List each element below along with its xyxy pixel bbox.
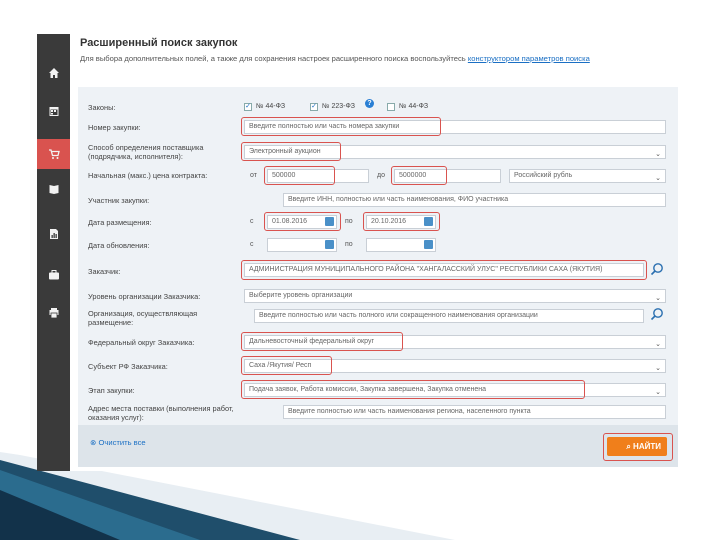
- updated-to-label: по: [345, 241, 353, 248]
- customer-level-label: Уровень организации Заказчика:: [88, 292, 201, 301]
- search-icon[interactable]: [650, 262, 664, 276]
- federal-district-select[interactable]: Дальневосточный федеральный округ ⌄: [244, 335, 666, 349]
- clear-all-button[interactable]: ⊗ Очистить все: [90, 438, 146, 447]
- posted-from-input[interactable]: 01.08.2016: [267, 215, 337, 229]
- law-44-extra-checkbox[interactable]: [387, 103, 395, 111]
- search-icon: ⌕: [626, 442, 634, 451]
- calendar-icon[interactable]: [325, 240, 334, 249]
- chevron-down-icon: ⌄: [655, 295, 661, 302]
- page-description: Для выбора дополнительных полей, а также для сохранения настроек расширенного поиска воспользуйтесь конструктором параметров поиска: [80, 54, 590, 63]
- help-icon[interactable]: ?: [365, 99, 374, 108]
- participant-label: Участник закупки:: [88, 196, 150, 205]
- customer-input[interactable]: АДМИНИСТРАЦИЯ МУНИЦИПАЛЬНОГО РАЙОНА "ХАНГАЛАССКИЙ УЛУС" РЕСПУБЛИКИ САХА (ЯКУТИЯ): [244, 263, 644, 277]
- find-highlight: [603, 433, 673, 461]
- price-to-label: до: [377, 172, 385, 179]
- close-icon: ⊗: [90, 438, 97, 447]
- posted-from-label: с: [250, 218, 254, 225]
- participant-input[interactable]: Введите ИНН, полностью или часть наименования, ФИО участника: [283, 193, 666, 207]
- sidebar-item-home[interactable]: [37, 58, 70, 88]
- book-icon: [48, 183, 60, 195]
- sidebar-item-print[interactable]: [37, 298, 70, 328]
- price-from-label: от: [250, 172, 257, 179]
- customer-highlight: [241, 260, 647, 280]
- sidebar-item-calendar[interactable]: [37, 96, 70, 126]
- law-44-label: № 44-ФЗ: [256, 103, 286, 110]
- placing-org-input[interactable]: Введите полностью или часть полного или сокращенного наименования организации: [254, 309, 644, 323]
- method-select[interactable]: Электронный аукцион ⌄: [244, 145, 666, 159]
- posted-date-label: Дата размещения:: [88, 218, 152, 227]
- method-highlight: [241, 142, 341, 161]
- sidebar: [37, 34, 70, 471]
- home-icon: [48, 67, 60, 79]
- law-223-checkbox[interactable]: ✓: [311, 103, 317, 110]
- federal-district-label: Федеральный округ Заказчика:: [88, 338, 195, 347]
- chevron-down-icon: ⌄: [655, 389, 661, 396]
- purchase-number-label: Номер закупки:: [88, 123, 141, 132]
- briefcase-icon: [48, 269, 60, 281]
- price-from-highlight: [264, 166, 335, 185]
- delivery-address-label: Адрес места поставки (выполнения работ, оказания услуг):: [88, 404, 234, 422]
- page-title: Расширенный поиск закупок: [80, 37, 238, 49]
- stage-label: Этап закупки:: [88, 386, 135, 395]
- posted-to-label: по: [345, 218, 353, 225]
- law-223-label: № 223-ФЗ: [322, 103, 356, 110]
- price-from-input[interactable]: 500000: [267, 169, 369, 183]
- posted-to-input[interactable]: 20.10.2016: [366, 215, 436, 229]
- search-form: [78, 87, 678, 467]
- sidebar-item-reports[interactable]: [37, 219, 70, 249]
- price-to-highlight: [391, 166, 447, 185]
- posted-to-highlight: [363, 212, 440, 231]
- law-44-checkbox[interactable]: ✓: [245, 103, 251, 110]
- subject-highlight: [241, 356, 332, 375]
- chevron-down-icon: ⌄: [655, 341, 661, 348]
- stage-highlight: [241, 380, 585, 399]
- printer-icon: [48, 307, 60, 319]
- delivery-address-input[interactable]: Введите полностью или часть наименования региона, населенного пункта: [283, 405, 666, 419]
- method-label: Способ определения поставщика (подрядчика, исполнителя):: [88, 143, 204, 161]
- laws-label: Законы:: [88, 103, 116, 112]
- constructor-link[interactable]: конструктором параметров поиска: [467, 54, 590, 63]
- sidebar-item-purchases[interactable]: [37, 139, 70, 169]
- currency-select[interactable]: Российский рубль ⌄: [509, 169, 666, 183]
- updated-date-label: Дата обновления:: [88, 241, 150, 250]
- calendar-icon[interactable]: [424, 240, 433, 249]
- search-icon[interactable]: [650, 307, 664, 321]
- price-to-input[interactable]: 5000000: [394, 169, 501, 183]
- chevron-down-icon: ⌄: [655, 175, 661, 182]
- chevron-down-icon: ⌄: [655, 365, 661, 372]
- subject-label: Субъект РФ Заказчика:: [88, 362, 168, 371]
- purchase-number-highlight: [241, 117, 441, 136]
- cart-icon: [48, 148, 60, 160]
- law-44-extra-label: № 44-ФЗ: [399, 103, 429, 110]
- calendar-icon: [48, 105, 60, 117]
- customer-label: Заказчик:: [88, 267, 121, 276]
- stage-select[interactable]: Подача заявок, Работа комиссии, Закупка завершена, Закупка отменена ⌄: [244, 383, 666, 397]
- form-footer: [78, 425, 678, 467]
- chevron-down-icon: ⌄: [655, 151, 661, 158]
- purchase-number-input[interactable]: Введите полностью или часть номера закупки: [244, 120, 666, 134]
- document-chart-icon: [48, 228, 60, 240]
- find-button[interactable]: ⌕ НАЙТИ: [607, 437, 667, 456]
- posted-from-highlight: [264, 212, 341, 231]
- federal-district-highlight: [241, 332, 403, 351]
- sidebar-item-contracts[interactable]: [37, 260, 70, 290]
- price-label: Начальная (макс.) цена контракта:: [88, 171, 208, 180]
- subject-select[interactable]: Саха /Якутия/ Респ ⌄: [244, 359, 666, 373]
- sidebar-item-library[interactable]: [37, 174, 70, 204]
- placing-org-label: Организация, осуществляющая размещение:: [88, 309, 198, 327]
- main-panel: [70, 34, 682, 471]
- updated-from-label: с: [250, 241, 254, 248]
- customer-level-select[interactable]: Выберите уровень организации ⌄: [244, 289, 666, 303]
